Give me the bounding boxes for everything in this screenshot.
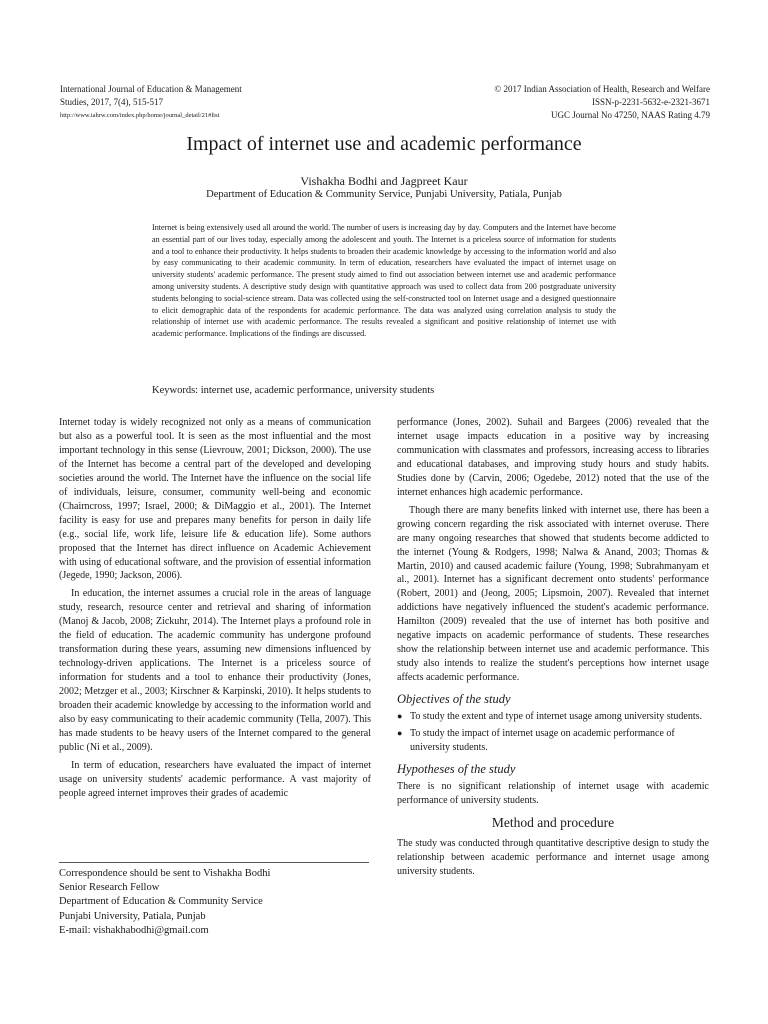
copyright-line: © 2017 Indian Association of Health, Research and Welfare xyxy=(494,84,710,94)
hypotheses-heading: Hypotheses of the study xyxy=(397,761,516,776)
author-university: Punjabi University, Patiala, Punjab xyxy=(59,910,206,922)
journal-citation xyxy=(60,83,390,122)
paper-authors: Vishakha Bodhi and Jagpreet Kaur xyxy=(300,174,468,188)
method-heading: Method and procedure xyxy=(491,814,615,830)
list-item xyxy=(397,710,709,724)
intro-paragraph-3: In term of education, researchers have evaluated the impact of internet usage on university students' academic performance. A vast majority of people agreed internet improves their grades of academic xyxy=(59,759,371,799)
paper-title: Impact of internet use and academic performance xyxy=(186,133,582,155)
right-column xyxy=(397,416,709,879)
hypothesis-text: There is no significant relationship of internet usage with academic performance of university students. xyxy=(397,780,709,806)
intro-paragraph-5: Though there are many benefits linked with internet use, there has been a growing concern regarding the risk associated with internet overuse. There are many ongoing researches that showed that students become addicted to the internet (Young & Rodgers, 1998; Nalwa & Anand, 2003; Thomas & Martin, 2010) and caused academic failure (Young, 1998; Subrahmanyam et al., 2001). Internet has a significant decrement onto students' performance (Robert, 2001) and (Jeong, 2005; Lipsmoin, 2007). Revealed that internet addictions have negatively influenced the student's academic performance. Hamilton (2009) revealed that the use of internet has both positive and negative impacts on academic performance of students. These researches show the relationship between internet use and academic performance. This study also intends to realize the student's perceptions how internet usage affects academic performance. xyxy=(397,504,709,684)
method-text: The study was conducted through quantitative descriptive design to study the relationship between academic performance and internet usage among university students. xyxy=(397,837,709,877)
objective-text: To study the extent and type of internet usage among university students. xyxy=(410,711,703,723)
journal-volume: Studies, 2017, 7(4), 515-517 xyxy=(60,97,163,107)
author-position: Senior Research Fellow xyxy=(59,882,160,894)
correspondence-line: Correspondence should be sent to Vishakha Bodhi xyxy=(59,868,271,879)
journal-url-link[interactable]: http://www.iahrw.com/index.php/home/journal_detail/21#list xyxy=(60,112,220,119)
left-column xyxy=(59,416,371,801)
author-email: E-mail: vishakhabodhi@gmail.com xyxy=(59,924,209,936)
objectives-list xyxy=(397,710,709,755)
ugc-rating-line: UGC Journal No 47250, NAAS Rating 4.79 xyxy=(551,110,710,120)
author-department: Department of Education & Community Service xyxy=(59,896,263,908)
author-affiliation: Department of Education & Community Service, Punjabi University, Patiala, Punjab xyxy=(206,189,562,200)
issn-line: ISSN-p-2231-5632-e-2321-3671 xyxy=(592,97,710,107)
bullet-icon: ● xyxy=(397,711,403,722)
journal-name: International Journal of Education & Management xyxy=(60,84,242,94)
keywords: Keywords: internet use, academic performance, university students xyxy=(152,385,435,396)
list-item xyxy=(397,727,709,755)
intro-paragraph-1: Internet today is widely recognized not only as a means of communication but also as a powerful tool. It is seen as the most influential and the most important technology in this sense (Lievrouw, 2001; Dickson, 2000). The use of the Internet has become a central part of the developed and developing societies around the world. The Internet have the influence on the social life of individuals, leisure, consumer, community well-being and economic (Chairncross, 1997; Israel, 2000; & DiMaggio et al., 2001). The Internet facility is easy for use and prepares many benefits for person in daily life (e.g., social life, work life, leisure life & education life). Some authors proposed that the Internet has direct influence on Academic Achievement with using of educational software, and the provision of essential information (Jegede, 1990; Jackson, 2006). xyxy=(59,417,371,582)
objective-text: To study the impact of internet usage on academic performance of university students. xyxy=(410,728,675,754)
intro-paragraph-4: performance (Jones, 2002). Suhail and Bargees (2006) revealed that the internet usage impacts education in a positive way by increasing communication with classmates and professors, increasing access to libraries and educational databases, and improving study hours and study habits. Studies done by (Carvin, 2006; Ogedebe, 2012) noted that the use of the internet enhances high academic performance. xyxy=(397,417,709,498)
intro-paragraph-2: In education, the internet assumes a crucial role in the areas of language study, research, resource center and retrieval and sharing of information (Manoj & Jacob, 2008; Zickuhr, 2014). The Internet plays a profound role in the field of education. The academic community has undergone profound transformation during these years, assuming new dimensions influenced by technology-driven applications. The Internet is a priceless source of information for students and a tool to enhance their productivity (Jones, 2002; Metzger et al., 2003; Kirschner & Karpinski, 2010). It helps students to broaden their academic knowledge by accessing to the information world and also by easy communicating to their academic community (Tella, 2007). This has made students to be heavy users of the Internet compared to the general public (Ni et al., 2009). xyxy=(59,588,371,753)
bullet-icon: ● xyxy=(397,728,403,739)
footnote-divider xyxy=(59,862,369,863)
journal-copyright-block xyxy=(380,83,710,122)
abstract: Internet is being extensively used all around the world. The number of users is increasing day by day. Computers and the Internet have become an essential part of our lives today, especially among the adolescent and youth. The Internet is a priceless source of information for students and a tool to enhance their productivity. It helps students to broaden their academic knowledge by accessing to the information world and also by easy communicating to their academic community. In term of education, researchers have evaluated the impact of internet usage on university students' academic performance. The present study aimed to find out association between internet use and academic performance among university students. A descriptive study design with quantitative approach was used to collect data from 200 postgraduate university students belonging to social-science stream. Data was collected using the self-constructed tool on Internet usage and a designed questionnaire to elicit demographic data of the respondents for academic performance. The data was analyzed using correlation analysis to study the relationship of internet use with academic performance. The results revealed a significant and positive relationship of internet use with academic performance. Implications of the findings are discussed. xyxy=(152,223,616,339)
correspondence-footnote xyxy=(59,867,270,938)
objectives-heading: Objectives of the study xyxy=(397,692,511,707)
